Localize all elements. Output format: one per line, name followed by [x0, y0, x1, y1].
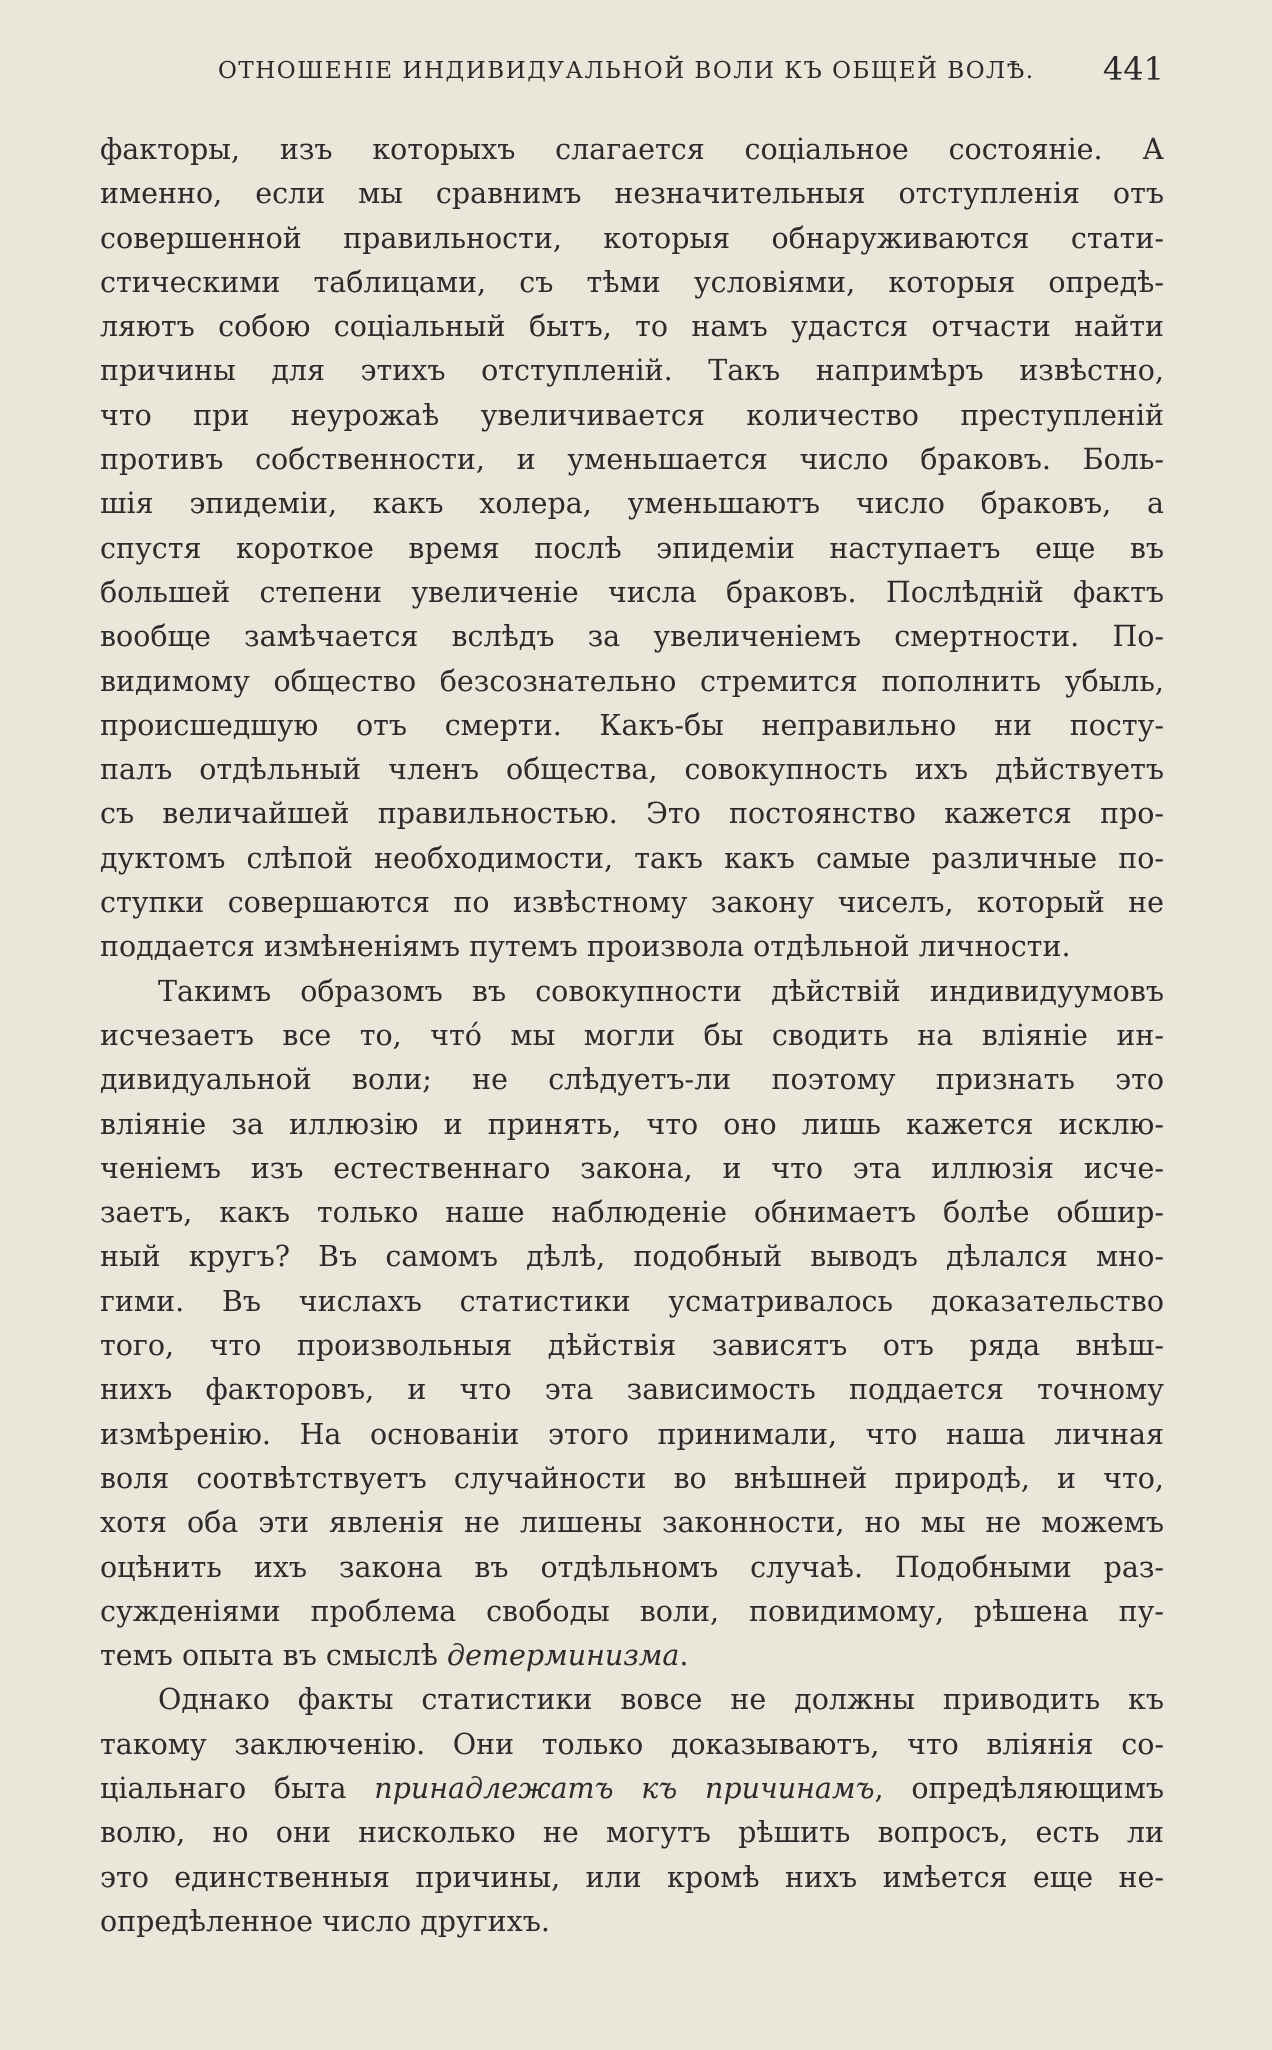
text-line: шія эпидеміи, какъ холера, уменьшаютъ число браковъ, а: [100, 487, 1164, 521]
text-line: происшедшую отъ смерти. Какъ-бы неправильно ни посту-: [100, 708, 1164, 742]
text-line: нихъ факторовъ, и что эта зависимость поддается точному: [100, 1373, 1164, 1407]
text-line: это единственныя причины, или кромѣ нихъ имѣется еще не-: [100, 1860, 1164, 1894]
text-line: видимому общество безсознательно стремится пополнить убыль,: [100, 664, 1164, 698]
text-line: заетъ, какъ только наше наблюденіе обнимаетъ болѣе обшир-: [100, 1196, 1164, 1230]
text-run: , опредѣляющимъ: [874, 1771, 1164, 1805]
text-line: ляютъ собою соціальный бытъ, то намъ удастся отчасти найти: [100, 310, 1164, 344]
text-line: факторы, изъ которыхъ слагается соціальное состояніе. А: [100, 133, 1164, 166]
text-line: ченіемъ изъ естественнаго закона, и что эта иллюзія исче-: [100, 1151, 1164, 1185]
text-line: что при неурожаѣ увеличивается количество преступленій: [100, 398, 1164, 432]
emphasized-term: детерминизма: [447, 1639, 680, 1673]
paragraph-2: [100, 970, 1164, 1679]
text-line: ступки совершаются по извѣстному закону чиселъ, который не: [100, 886, 1164, 920]
text-run: ціальнаго быта: [100, 1771, 375, 1805]
text-line: того, что произвольныя дѣйствія зависятъ отъ ряда внѣш-: [100, 1329, 1164, 1363]
paragraph-3: [100, 1678, 1164, 1944]
page-number: 441: [1102, 50, 1164, 88]
text-line: стическими таблицами, съ тѣми условіями, которыя опредѣ-: [100, 265, 1164, 299]
text-line: оцѣнить ихъ закона въ отдѣльномъ случаѣ. Подобными раз-: [100, 1550, 1164, 1584]
text-line: причины для этихъ отступленій. Такъ напримѣръ извѣстно,: [100, 354, 1164, 388]
text-line: именно, если мы сравнимъ незначительныя отступленія отъ: [100, 177, 1164, 211]
running-title: ОТНОШЕНІЕ ИНДИВИДУАЛЬНОЙ ВОЛИ КЪ ОБЩЕЙ ВОЛѢ.: [218, 58, 1035, 84]
text-line: [100, 1634, 1164, 1678]
emphasized-phrase: принадлежатъ къ причинамъ: [374, 1771, 875, 1805]
text-line: поддается измѣненіямъ путемъ произвола отдѣльной личности.: [100, 930, 1071, 964]
text-line: палъ отдѣльный членъ общества, совокупность ихъ дѣйствуетъ: [100, 753, 1164, 787]
text-line: Однако факты статистики вовсе не должны приводить къ: [158, 1683, 1164, 1717]
text-run: .: [679, 1639, 689, 1673]
text-line: ный кругъ? Въ самомъ дѣлѣ, подобный выводъ дѣлался мно-: [100, 1240, 1164, 1274]
text-line: спустя короткое время послѣ эпидеміи наступаетъ еще въ: [100, 531, 1164, 565]
text-line: воля соотвѣтствуетъ случайности во внѣшней природѣ, и что,: [100, 1461, 1164, 1495]
text-line: дуктомъ слѣпой необходимости, такъ какъ самые различные по-: [100, 841, 1164, 875]
text-line: дивидуальной воли; не слѣдуетъ-ли поэтому признать это: [100, 1063, 1164, 1097]
text-line: измѣренію. На основаніи этого принимали, что наша личная: [100, 1417, 1164, 1451]
running-head: [100, 50, 1164, 94]
text-line: хотя оба эти явленія не лишены законности, но мы не можемъ: [100, 1506, 1164, 1540]
text-line: такому заключенію. Они только доказываютъ, что вліянія со-: [100, 1727, 1164, 1761]
text-line: съ величайшей правильностью. Это постоянство кажется про-: [100, 797, 1164, 831]
paragraph-1: [100, 128, 1164, 970]
body-text: [100, 128, 1164, 1944]
text-line: противъ собственности, и уменьшается число браковъ. Боль-: [100, 443, 1164, 477]
text-line: совершенной правильности, которыя обнаруживаются стати-: [100, 221, 1164, 255]
text-run: темъ опыта въ смыслѣ: [100, 1639, 448, 1673]
text-line: вообще замѣчается вслѣдъ за увеличеніемъ смертности. По-: [100, 620, 1164, 654]
text-line: сужденіями проблема свободы воли, повидимому, рѣшена пу-: [100, 1594, 1164, 1628]
text-line: вліяніе за иллюзію и принять, что оно лишь кажется исклю-: [100, 1107, 1164, 1141]
text-line: гими. Въ числахъ статистики усматривалось доказательство: [100, 1284, 1164, 1318]
text-line: [100, 1767, 1164, 1811]
text-line: исчезаетъ все то, чтó мы могли бы сводить на вліяніе ин-: [100, 1018, 1164, 1052]
text-line: волю, но они нисколько не могутъ рѣшить вопросъ, есть ли: [100, 1816, 1164, 1850]
text-line: опредѣленное число другихъ.: [100, 1904, 550, 1938]
text-line: большей степени увеличеніе числа браковъ. Послѣдній фактъ: [100, 575, 1164, 609]
text-line: Такимъ образомъ въ совокупности дѣйствій индивидуумовъ: [158, 974, 1164, 1008]
